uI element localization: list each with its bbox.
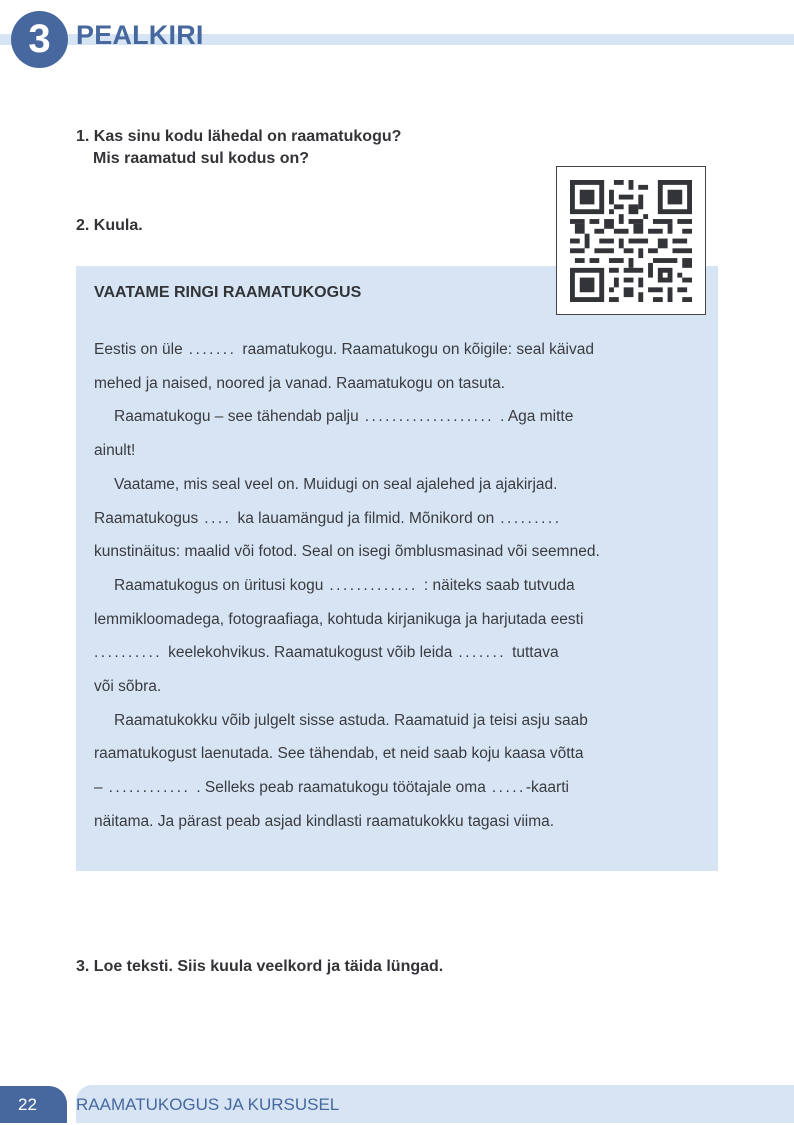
fill-gap[interactable]: ..... — [491, 779, 526, 797]
text: . Selleks peab raamatukogu töötajale oma — [196, 779, 486, 797]
text-line — [94, 367, 704, 401]
text: mehed ja naised, noored ja vanad. Raamatukogu on tasuta. — [94, 374, 506, 392]
text: Eestis on üle — [94, 341, 183, 358]
fill-gap[interactable]: ................... — [364, 408, 495, 426]
text: Raamatukokku võib julgelt sisse astuda. Raamatuid ja teisi asju saab — [114, 711, 588, 729]
text: Raamatukogu – see tähendab palju — [114, 408, 359, 426]
text-line — [94, 535, 704, 569]
text-line — [94, 333, 704, 367]
text: : näiteks saab tutvuda — [423, 576, 575, 594]
fill-gap[interactable]: .... — [204, 509, 232, 527]
task-1-line-1: 1. Kas sinu kodu lähedal on raamatukogu? — [76, 128, 402, 145]
text-line — [94, 603, 704, 637]
text: . Aga mitte — [500, 408, 574, 426]
reading-text — [94, 333, 704, 839]
page-title: PEALKIRI — [76, 20, 204, 50]
text: lemmikloomadega, fotograafiaga, kohtuda kirjanikuga ja harjutada eesti — [94, 610, 584, 628]
fill-gap[interactable]: ....... — [188, 341, 237, 358]
text: Vaatame, mis seal veel on. Muidugi on seal ajalehed ja ajakirjad. — [114, 475, 558, 493]
fill-gap[interactable]: ....... — [458, 644, 507, 662]
text: raamatukogu. Raamatukogu on kõigile: seal käivad — [242, 341, 594, 358]
text-line — [94, 502, 704, 536]
task-1 — [76, 126, 401, 170]
footer-band — [76, 1085, 794, 1123]
text: näitama. Ja pärast peab asjad kindlasti raamatukokku tagasi viima. — [94, 812, 555, 830]
text-line — [94, 434, 704, 468]
text: ka lauamängud ja filmid. Mõnikord on — [237, 509, 495, 527]
text-line — [94, 468, 704, 502]
fill-gap[interactable]: ............ — [108, 779, 191, 797]
task-2: 2. Kuula. — [76, 217, 143, 234]
text-line — [94, 636, 704, 670]
text-line — [94, 569, 704, 603]
qr-code-icon — [570, 180, 692, 302]
task-3: 3. Loe teksti. Siis kuula veelkord ja täida lüngad. — [76, 958, 444, 975]
text: raamatukogust laenutada. See tähendab, et neid saab koju kaasa võtta — [94, 745, 584, 763]
footer-section-title: RAAMATUKOGUS JA KURSUSEL — [76, 1095, 340, 1114]
chapter-number-badge: 3 — [11, 11, 68, 68]
text-line — [94, 805, 704, 839]
fill-gap[interactable]: ......... — [500, 509, 562, 527]
text: keelekohvikus. Raamatukogust võib leida — [168, 644, 453, 662]
text: Raamatukogus — [94, 509, 199, 527]
fill-gap[interactable]: ............. — [329, 576, 418, 594]
task-1-line-2: Mis raamatud sul kodus on? — [93, 150, 310, 167]
fill-gap[interactable]: .......... — [94, 644, 163, 662]
text-line — [94, 670, 704, 704]
page-number: 22 — [0, 1086, 67, 1123]
text: – — [94, 779, 103, 797]
text: või sõbra. — [94, 678, 162, 696]
text: ainult! — [94, 442, 136, 460]
reading-title: VAATAME RINGI RAAMATUKOGUS — [94, 284, 362, 301]
text: kunstinäitus: maalid või fotod. Seal on isegi õmblusmasinad või seemned. — [94, 543, 600, 561]
text-line — [94, 704, 704, 738]
text: -kaarti — [525, 779, 569, 797]
text: tuttava — [512, 644, 559, 662]
reading-box — [76, 266, 718, 871]
text: Raamatukogus on üritusi kogu — [114, 576, 324, 594]
qr-code[interactable] — [556, 166, 706, 315]
text-line — [94, 400, 704, 434]
text-line — [94, 771, 704, 805]
text-line — [94, 737, 704, 771]
